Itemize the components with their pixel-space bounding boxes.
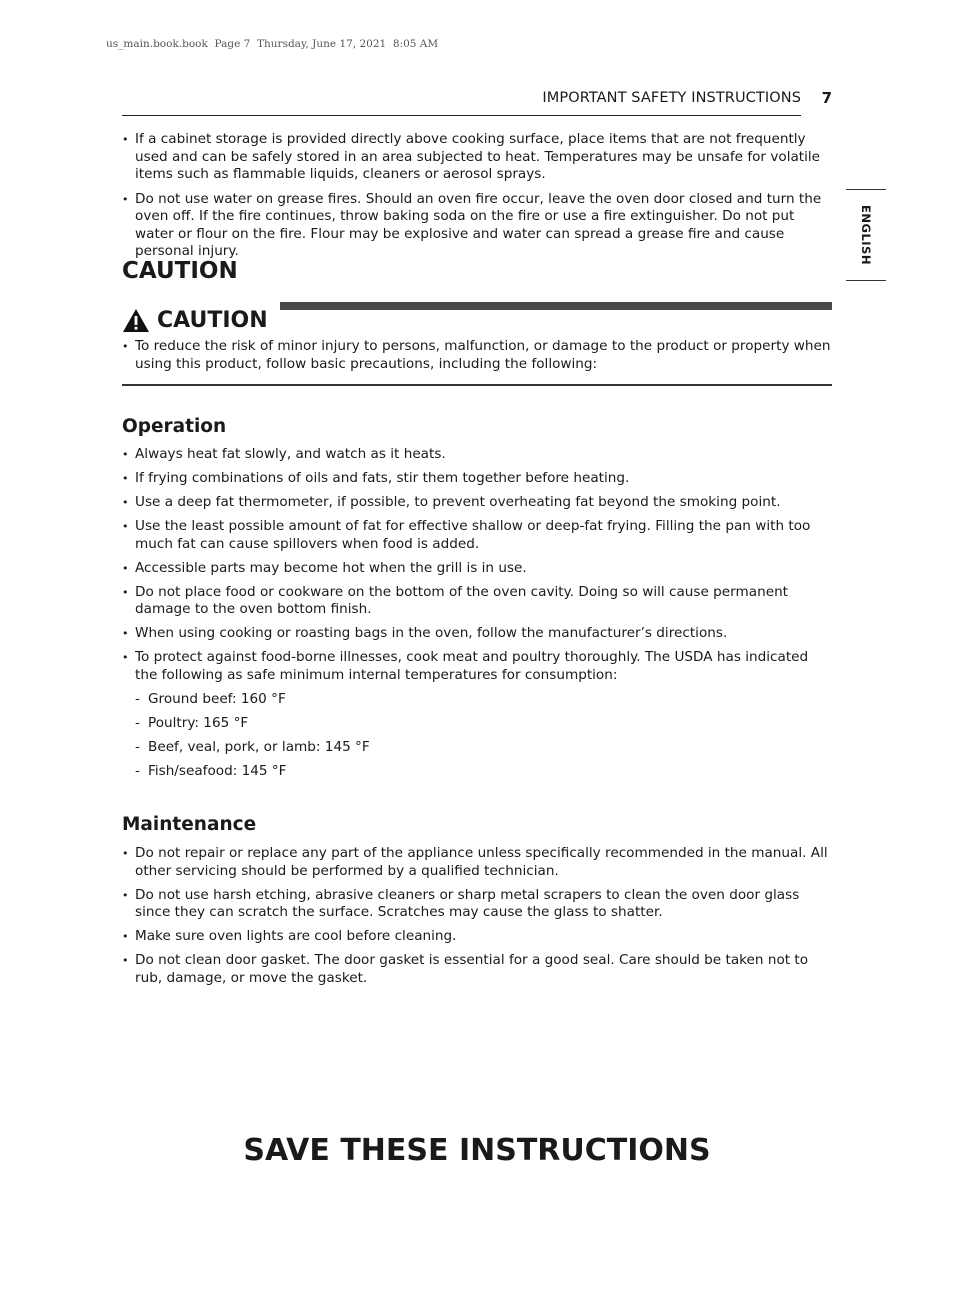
page-number: 7 xyxy=(821,89,832,107)
list-item: • Accessible parts may become hot when the grill is in use. xyxy=(122,560,834,578)
language-label: ENGLISH xyxy=(859,205,873,265)
list-item: • Do not use water on grease fires. Should an oven fire occur, leave the oven door closed and turn the oven off. If the fire continues, throw baking soda on the fire or use a fire extinguisher. Do not put water or flour on the fire. Flour may be explosive and water can spread a grease fire and cause personal injury. xyxy=(122,191,834,261)
language-side-tab xyxy=(846,189,886,281)
list-item: • Use a deep fat thermometer, if possible, to prevent overheating fat beyond the smoking point. xyxy=(122,494,834,512)
maintenance-bullet-list xyxy=(122,845,834,987)
caution-bottom-rule xyxy=(122,384,832,386)
list-item: - Fish/seafood: 145 °F xyxy=(135,763,834,781)
list-item: - Poultry: 165 °F xyxy=(135,715,834,733)
list-item: • If frying combinations of oils and fats, stir them together before heating. xyxy=(122,470,834,488)
operation-section xyxy=(122,446,834,780)
header-rule xyxy=(122,115,801,116)
list-item: • Always heat fat slowly, and watch as it heats. xyxy=(122,446,834,464)
caution-label-row xyxy=(122,308,268,333)
list-item: • Do not place food or cookware on the bottom of the oven cavity. Doing so will cause permanent damage to the oven bottom finish. xyxy=(122,584,834,619)
list-item: • To protect against food-borne illnesses, cook meat and poultry thoroughly. The USDA has indicated the following as safe minimum internal temperatures for consumption: xyxy=(122,649,834,684)
list-item: • To reduce the risk of minor injury to persons, malfunction, or damage to the product or property when using this product, follow basic precautions, including the following: xyxy=(122,338,834,373)
list-item: • Make sure oven lights are cool before cleaning. xyxy=(122,928,834,946)
caution-bullet-list xyxy=(122,338,834,373)
caution-bar xyxy=(280,302,832,310)
list-item: • Use the least possible amount of fat for effective shallow or deep-fat frying. Filling the pan with too much fat can cause spillovers when food is added. xyxy=(122,518,834,553)
save-instructions-title: SAVE THESE INSTRUCTIONS xyxy=(243,1133,711,1168)
temperature-sub-list xyxy=(122,691,834,781)
intro-bullet-list xyxy=(122,131,834,261)
list-item: • If a cabinet storage is provided directly above cooking surface, place items that are not frequently used and can be safely stored in an area subjected to heat. Temperatures may be unsafe for volatile items such as flammable liquids, cleaners or aerosol sprays. xyxy=(122,131,834,184)
list-item: • Do not repair or replace any part of the appliance unless specifically recommended in the manual. All other servicing should be performed by a qualified technician. xyxy=(122,845,834,880)
maintenance-heading: Maintenance xyxy=(122,814,257,835)
list-item: • Do not use harsh etching, abrasive cleaners or sharp metal scrapers to clean the oven door glass since they can scratch the surface. Scratches may cause the glass to shatter. xyxy=(122,887,834,922)
list-item: • When using cooking or roasting bags in the oven, follow the manufacturer’s directions. xyxy=(122,625,834,643)
operation-heading: Operation xyxy=(122,416,227,437)
caution-heading: CAUTION xyxy=(122,258,238,284)
warning-triangle-icon xyxy=(122,308,150,333)
operation-bullet-list xyxy=(122,446,834,684)
header-title: IMPORTANT SAFETY INSTRUCTIONS xyxy=(542,90,801,106)
page-header xyxy=(122,89,832,117)
list-item: - Ground beef: 160 °F xyxy=(135,691,834,709)
intro-section xyxy=(122,131,834,261)
list-item: - Beef, veal, pork, or lamb: 145 °F xyxy=(135,739,834,757)
maintenance-section xyxy=(122,845,834,987)
list-item: • Do not clean door gasket. The door gasket is essential for a good seal. Care should be taken not to rub, damage, or move the gasket. xyxy=(122,952,834,987)
caution-label: CAUTION xyxy=(157,308,268,333)
print-meta-line: us_main.book.book Page 7 Thursday, June 17, 2021 8:05 AM xyxy=(106,38,439,50)
